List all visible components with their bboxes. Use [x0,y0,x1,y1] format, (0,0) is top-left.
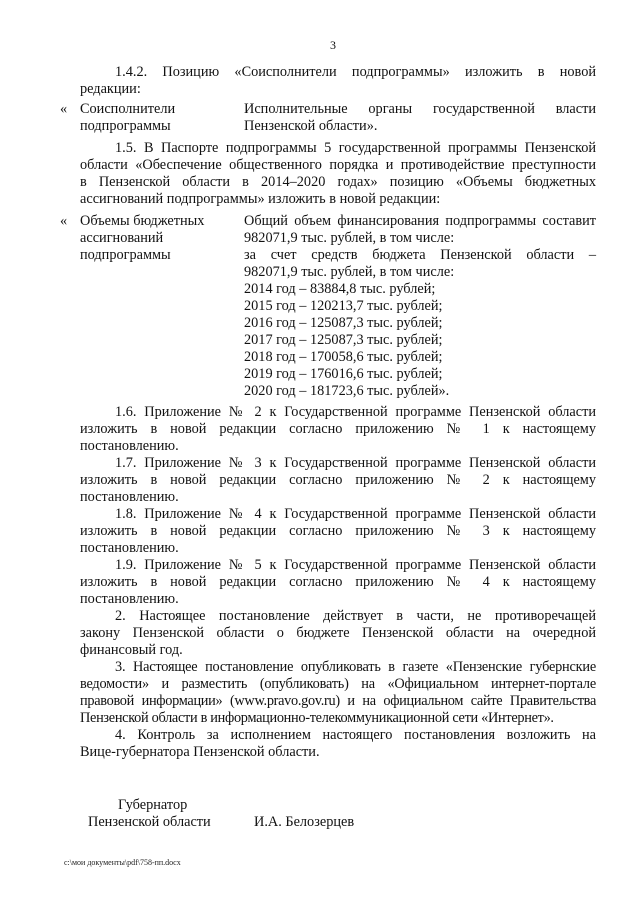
paragraph-3-line-4: Пензенской области в информационно-телекоммуникационной сети «Интернет». [80,710,554,726]
budget-year-line: 2015 год – 120213,7 тыс. рублей; [244,298,443,314]
footer-file-path: c:\мои документы\pdf\758-пп.docx [64,858,181,867]
paragraph-3-line-1: 3. Настоящее постановление опубликовать в газете «Пензенские губернские [115,659,596,675]
paragraph-3-line-3: правовой информации» (www.pravo.gov.ru) и на официальном сайте Правительства [80,693,596,709]
paragraph-1-7-line-3: постановлению. [80,489,179,505]
paragraph-1-9-line-3: постановлению. [80,591,179,607]
paragraph-1-6-line-1: 1.6. Приложение № 2 к Государственной программе Пензенской области [115,404,596,420]
paragraph-1-4-2-line-1: 1.4.2. Позицию «Соисполнители подпрограммы» изложить в новой [115,64,596,80]
paragraph-1-7-line-1: 1.7. Приложение № 3 к Государственной программе Пензенской области [115,455,596,471]
signature-name: И.А. Белозерцев [254,814,355,830]
paragraph-1-5-line-3: в Пензенской области в 2014–2020 годах» позицию «Объемы бюджетных [80,174,596,190]
opening-quote-coexecutors: « [60,101,68,117]
budget-value-line: 982071,9 тыс. рублей, в том числе: [244,264,455,280]
signature-title-line-1: Губернатор [118,797,188,813]
paragraph-2-line-1: 2. Настоящее постановление действует в части, не противоречащей [115,608,596,624]
page-number: 3 [330,38,336,52]
paragraph-1-5-line-1: 1.5. В Паспорте подпрограммы 5 государственной программы Пензенской [115,140,596,156]
budget-year-line: 2020 год – 181723,6 тыс. рублей». [244,383,450,399]
opening-quote-budget: « [60,213,68,229]
budget-year-line: 2019 год – 176016,6 тыс. рублей; [244,366,443,382]
coexecutors-label-line-2: подпрограммы [80,118,171,134]
budget-year-line: 2018 год – 170058,6 тыс. рублей; [244,349,443,365]
paragraph-3-line-2: ведомости» и разместить (опубликовать) на «Официальном интернет-портале [80,676,596,692]
coexecutors-label-line-1: Соисполнители [80,101,176,117]
paragraph-1-8-line-2: изложить в новой редакции согласно приложению № 3 к настоящему [80,523,596,539]
budget-year-line: 2016 год – 125087,3 тыс. рублей; [244,315,443,331]
budget-year-line: 2017 год – 125087,3 тыс. рублей; [244,332,443,348]
budget-label-line-1: Объемы бюджетных [80,213,205,229]
paragraph-1-4-2-line-2: редакции: [80,81,141,97]
paragraph-1-5-line-4: ассигнований подпрограммы» изложить в новой редакции: [80,191,441,207]
paragraph-1-5-line-2: области «Обеспечение общественного порядка и противодействие преступности [80,157,596,173]
paragraph-1-7-line-2: изложить в новой редакции согласно приложению № 2 к настоящему [80,472,596,488]
paragraph-1-9-line-1: 1.9. Приложение № 5 к Государственной программе Пензенской области [115,557,596,573]
budget-value-line: 982071,9 тыс. рублей, в том числе: [244,230,455,246]
coexecutors-value-line-1: Исполнительные органы государственной власти [244,101,596,117]
budget-value-line: Общий объем финансирования подпрограммы составит [244,213,596,229]
coexecutors-value-line-2: Пензенской области». [244,118,378,134]
paragraph-1-8-line-1: 1.8. Приложение № 4 к Государственной программе Пензенской области [115,506,596,522]
paragraph-2-line-3: финансовый год. [80,642,183,658]
signature-title-line-2: Пензенской области [88,814,211,830]
paragraph-1-6-line-3: постановлению. [80,438,179,454]
paragraph-1-6-line-2: изложить в новой редакции согласно приложению № 1 к настоящему [80,421,596,437]
budget-label-line-2: ассигнований [80,230,164,246]
paragraph-2-line-2: закону Пензенской области о бюджете Пензенской области на очередной [80,625,596,641]
budget-value-line: за счет средств бюджета Пензенской области – [244,247,596,263]
paragraph-1-8-line-3: постановлению. [80,540,179,556]
paragraph-1-9-line-2: изложить в новой редакции согласно приложению № 4 к настоящему [80,574,596,590]
paragraph-4-line-1: 4. Контроль за исполнением настоящего постановления возложить на [115,727,596,743]
budget-label-line-3: подпрограммы [80,247,171,263]
paragraph-4-line-2: Вице-губернатора Пензенской области. [80,744,320,760]
budget-year-line: 2014 год – 83884,8 тыс. рублей; [244,281,436,297]
